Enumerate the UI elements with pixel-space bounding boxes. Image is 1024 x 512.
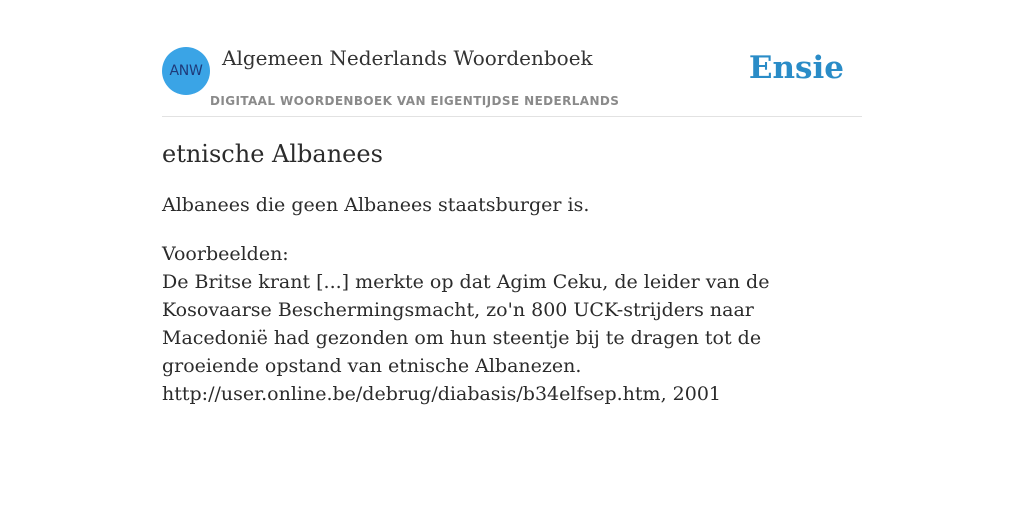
page-container bbox=[162, 0, 862, 405]
site-subtitle: DIGITAAL WOORDENBOEK VAN EIGENTIJDSE NEDERLANDS bbox=[210, 94, 620, 108]
examples-label: Voorbeelden: bbox=[162, 243, 289, 265]
site-title[interactable]: Algemeen Nederlands Woordenboek bbox=[222, 46, 593, 70]
example-source: http://user.online.be/debrug/diabasis/b34elfsep.htm, 2001 bbox=[162, 383, 721, 405]
ensie-brand-link[interactable]: Ensie bbox=[748, 50, 844, 86]
anw-logo[interactable] bbox=[162, 47, 210, 95]
logo-text: ANW bbox=[169, 63, 203, 79]
example-text: De Britse krant [...] merkte op dat Agim Ceku, de leider van de Kosovaarse Beschermingsmacht, zo'n 800 UCK-strijders naar Macedonië had gezonden om hun steentje bij te dragen tot de groeiende opstand van etnische Albanezen. bbox=[162, 271, 770, 377]
examples-section bbox=[162, 240, 862, 408]
site-header bbox=[162, 0, 862, 117]
entry-definition: Albanees die geen Albanees staatsburger is. bbox=[162, 194, 590, 216]
entry-title: etnische Albanees bbox=[162, 140, 383, 168]
